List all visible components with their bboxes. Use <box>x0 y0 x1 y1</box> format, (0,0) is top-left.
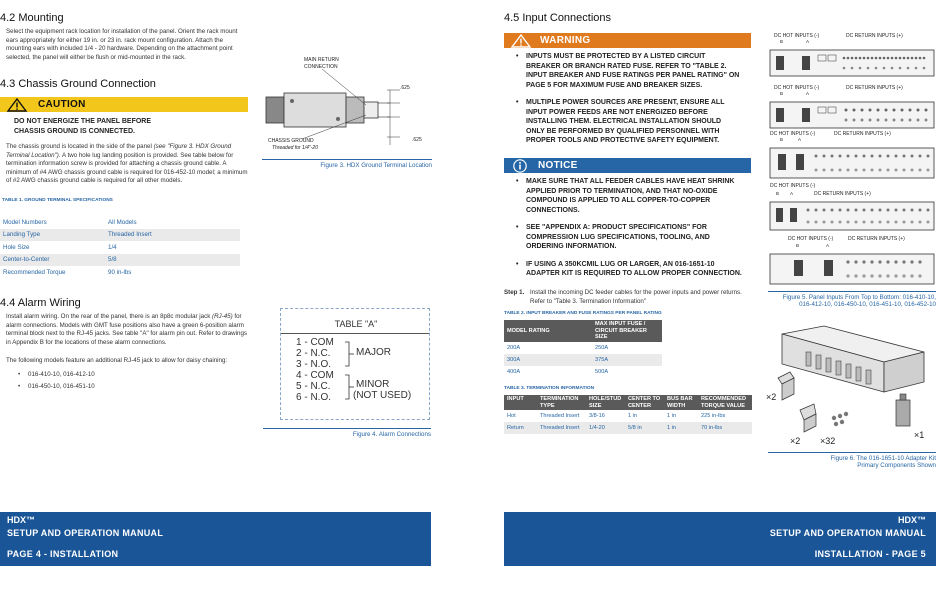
table-cell: 225 in-lbs <box>701 413 726 419</box>
return-inputs-label: DC RETURN INPUTS (+) <box>848 236 905 242</box>
caution-banner <box>0 97 248 112</box>
table-row <box>504 422 752 434</box>
table-cell: 300A <box>504 354 592 366</box>
rack-panel <box>768 182 936 232</box>
table-cell: Threaded Insert <box>537 422 586 434</box>
table-header: BUS BAR WIDTH <box>664 395 698 410</box>
figure-6-caption <box>760 455 936 469</box>
input-b-label: B <box>796 243 800 248</box>
rack-panel-drawing <box>768 146 936 180</box>
table-row <box>0 229 240 242</box>
table-row <box>0 216 240 229</box>
warning-label: WARNING <box>540 35 591 46</box>
caution-line-1: DO NOT ENERGIZE THE PANEL BEFORE <box>14 118 152 125</box>
major-label: MAJOR <box>356 347 391 358</box>
left-footer <box>0 512 431 566</box>
pin-label: 3 - N.O. <box>296 359 332 370</box>
table-cell: 1 in <box>664 422 698 434</box>
input-a-label: A <box>790 191 794 196</box>
table-header: HOLE/STUD SIZE <box>586 395 625 410</box>
notice-label: NOTICE <box>538 160 578 171</box>
section-4-2-body: Select the equipment rack location for installation of the panel. Orient the rack mount ears appropriately for either 19 in. or 23 in. rack mount configuration. Attach the mounting ears with included 1/4 - 20 hardware. Depending on the attachment point selected, the panel will either be flush or mid-mounted in the rack. <box>6 28 238 61</box>
table-header: INPUT <box>504 395 537 410</box>
table-row <box>504 366 662 378</box>
quantity-label: ×2 <box>790 436 801 446</box>
quantity-label: ×2 <box>766 392 777 402</box>
table-row <box>504 342 662 354</box>
figure-ref: (see "Figure 3. HDX Ground Terminal Location") <box>6 143 232 159</box>
table-2-title: TABLE 2. INPUT BREAKER AND FUSE RATINGS PER PANEL RATING <box>504 311 662 316</box>
table-row <box>504 410 752 422</box>
minor-label: MINOR <box>356 379 390 390</box>
input-a-label: A <box>826 243 830 248</box>
table-cell: Center-to-Center <box>3 256 50 264</box>
table-cell: 1/4 <box>108 243 117 251</box>
footer-manual: SETUP AND OPERATION MANUAL <box>7 528 164 538</box>
quantity-label: ×1 <box>914 430 925 440</box>
table-a-rule <box>281 333 429 334</box>
list-item: • IF USING A 350KCMIL LUG OR LARGER, AN 016-1651-10 ADAPTER KIT IS REQUIRED TO ALLOW PROPER CONNECTION. <box>516 260 746 279</box>
input-b-label: B <box>776 191 780 196</box>
table-header-row <box>504 320 662 342</box>
connection-label: CONNECTION <box>304 64 338 70</box>
step-label: Step 1. <box>504 289 525 296</box>
section-4-3-title: 4.3 Chassis Ground Connection <box>0 78 156 90</box>
not-used-label: (NOT USED) <box>353 390 412 401</box>
pin-label: 6 - N.O. <box>296 392 332 403</box>
rack-panel-drawing <box>768 48 936 78</box>
return-inputs-label: DC RETURN INPUTS (+) <box>814 191 871 197</box>
table-cell: 5/8 <box>108 256 117 264</box>
input-b-label: B <box>780 91 784 96</box>
notice-list <box>516 177 746 283</box>
table-3-title: TABLE 3. TERMINATION INFORMATION <box>504 386 595 391</box>
hot-inputs-label: DC HOT INPUTS (-) <box>788 236 834 242</box>
pin-label: 4 - COM <box>296 370 334 381</box>
caution-text <box>14 117 151 136</box>
step-text: Install the incoming DC feeder cables for the power inputs and power returns. Refer to "Table 3. Termination Information" <box>530 289 742 305</box>
table-cell: 3/8-16 <box>589 413 605 419</box>
table-cell: 5/8 in <box>625 422 664 434</box>
adapter-kit-drawing <box>764 322 936 450</box>
pin-label: 2 - N.C. <box>296 348 331 359</box>
table-cell: Model Numbers <box>3 218 47 226</box>
chassis-ground-label: CHASSIS GROUND <box>268 138 314 144</box>
list-item: • MAKE SURE THAT ALL FEEDER CABLES HAVE HEAT SHRINK APPLIED PRIOR TO TERMINATION, AND THAT NO-OXIDE COMPOUND IS APPLIED TO ALL COPPER-TO-COPPER CONNECTIONS. <box>516 177 746 215</box>
table-row <box>0 254 240 267</box>
table-cell: All Models <box>108 218 137 226</box>
table-cell: Recommended Torque <box>3 268 66 276</box>
right-footer <box>504 512 936 566</box>
warning-list <box>516 52 740 150</box>
table-1 <box>0 216 240 279</box>
rack-panel <box>768 82 936 130</box>
table-cell: Hot <box>507 413 516 419</box>
caption-line: Primary Components Shown <box>857 462 936 469</box>
caption-line: 016-412-10, 016-450-10, 016-451-10, 016-452-10 <box>799 301 936 308</box>
table-cell: 375A <box>592 354 662 366</box>
warning-banner <box>504 33 751 48</box>
body-part: . A two hole lug landing position is provided. See table below for termination information screw is provided for attaching a chassis ground cable. A minimum of #4 AWG chassis ground cable is required for 016-452-10 model; a minimum of #2 AWG chassis ground cable is required for all other models. <box>6 151 248 185</box>
section-4-5-title: 4.5 Input Connections <box>504 12 612 24</box>
input-b-label: B <box>780 137 784 142</box>
figure-4-box <box>280 308 430 420</box>
step-1 <box>504 289 754 306</box>
table-cell: Landing Type <box>3 231 41 239</box>
section-4-4-title: 4.4 Alarm Wiring <box>0 297 81 309</box>
footer-page: INSTALLATION - PAGE 5 <box>814 549 926 559</box>
return-inputs-label: DC RETURN INPUTS (+) <box>846 33 903 39</box>
return-inputs-label: DC RETURN INPUTS (+) <box>834 131 891 137</box>
table-cell: 1/4-20 <box>586 422 625 434</box>
table-header: TERMINATION TYPE <box>537 395 586 410</box>
table-cell: 1 in <box>667 413 677 419</box>
pin-label: 5 - N.C. <box>296 381 331 392</box>
list-item: • INPUTS MUST BE PROTECTED BY A LISTED CIRCUIT BREAKER OR BRANCH RATED FUSE. REFER TO "TABLE 2. INPUT BREAKER AND FUSE RATINGS PER PANEL RATING" ON PAGE 5 FOR MAXIMUM FUSE AND BREAKER SIZES. <box>516 52 740 90</box>
table-cell: 400A <box>507 368 521 375</box>
body-part: for alarm connections. Models with GMT fuse positions also have a green 6-position alarm terminal block next to the RJ-45 jacks. See table "A" for alarm pin out. Refer to drawings in Appendix B for the locations of these alarm connections. <box>6 313 248 346</box>
input-b-label: B <box>780 39 784 44</box>
body-part: The chassis ground is located in the side of the panel <box>6 143 154 150</box>
warning-triangle-icon <box>510 34 532 48</box>
section-4-4-body <box>6 313 252 347</box>
input-a-label: A <box>806 91 810 96</box>
figure-4-caption: Figure 4. Alarm Connections <box>352 431 431 438</box>
input-a-label: A <box>806 39 810 44</box>
table-cell: 70 in-lbs <box>698 422 752 434</box>
caption-line: Figure 6. The 016-1651-10 Adapter Kit <box>830 455 936 462</box>
list-item: • 016-410-10, 016-412-10 <box>18 371 238 380</box>
figure-6-rule <box>768 452 936 453</box>
footer-brand: HDX™ <box>897 515 926 525</box>
return-inputs-label: DC RETURN INPUTS (+) <box>846 85 903 91</box>
table-header: MODEL RATING <box>504 320 592 342</box>
figure-5-panels <box>768 30 936 288</box>
caution-label: CAUTION <box>38 99 86 110</box>
table-row <box>504 354 662 366</box>
list-item: • SEE "APPENDIX A: PRODUCT SPECIFICATIONS" FOR COMPRESSION LUG SPECIFICATIONS, TOOLING, AND ORDERING INFORMATION. <box>516 223 746 252</box>
quantity-label: ×32 <box>820 436 836 446</box>
table-cell: 1 in <box>628 413 638 419</box>
input-a-label: A <box>798 137 802 142</box>
caution-line-2: CHASSIS GROUND IS CONNECTED. <box>14 127 135 135</box>
table-3 <box>504 395 752 434</box>
figure-3-caption: Figure 3. HDX Ground Terminal Location <box>320 162 432 169</box>
table-header: RECOMMENDED TORQUE VALUE <box>698 395 752 410</box>
table-cell: Return <box>504 422 537 434</box>
info-icon <box>512 159 528 173</box>
rack-panel <box>768 128 936 180</box>
figure-4-rule <box>263 428 431 429</box>
table-cell: 250A <box>595 344 609 351</box>
pin-label: 1 - COM <box>296 337 334 348</box>
pin-list <box>296 337 334 403</box>
table-cell: Threaded Insert <box>108 231 152 239</box>
section-4-2-title: 4.2 Mounting <box>0 12 64 24</box>
table-1-title: TABLE 1. GROUND TERMINAL SPECIFICATIONS <box>2 198 113 203</box>
body-part: Install alarm wiring. On the rear of the panel, there is an 8p8c modular jack <box>6 313 213 320</box>
dimension-label: .625 <box>412 137 422 143</box>
figure-5-caption <box>740 294 936 308</box>
figure-5-rule <box>768 291 936 292</box>
daisy-chain-text: The following models feature an additional RJ-45 jack to allow for daisy chaining: <box>6 357 228 364</box>
dimension-label: .625 <box>400 85 410 91</box>
main-return-label: MAIN RETURN <box>304 57 339 63</box>
hot-inputs-label: DC HOT INPUTS (-) <box>774 33 820 39</box>
rack-panel <box>768 234 936 288</box>
table-header-row <box>504 395 752 410</box>
footer-page: PAGE 4 - INSTALLATION <box>7 549 119 559</box>
hot-inputs-label: DC HOT INPUTS (-) <box>770 131 816 137</box>
threaded-label: Threaded for 1/4"-20 <box>272 145 318 151</box>
footer-brand: HDX™ <box>7 515 36 525</box>
rack-panel-drawing <box>768 100 936 130</box>
table-row <box>0 241 240 254</box>
table-cell: 90 in-lbs <box>108 268 132 276</box>
rack-panel <box>768 30 936 78</box>
table-2 <box>504 320 662 378</box>
rack-panel-drawing <box>768 252 936 286</box>
table-row <box>0 266 240 279</box>
table-cell: 500A <box>595 368 609 375</box>
table-cell: 200A <box>507 344 521 351</box>
rack-panel-drawing <box>768 200 936 232</box>
table-cell: Threaded Insert <box>540 413 580 419</box>
daisy-chain-models <box>18 371 238 395</box>
jack-ref: (RJ-45) <box>212 313 233 320</box>
warning-triangle-icon <box>6 98 28 112</box>
section-4-3-body <box>6 143 250 186</box>
list-item: • 016-450-10, 016-451-10 <box>18 383 238 392</box>
hot-inputs-label: DC HOT INPUTS (-) <box>770 183 816 189</box>
notice-banner <box>504 158 751 173</box>
table-header: CENTER TO CENTER <box>625 395 664 410</box>
table-cell: Hole Size <box>3 243 30 251</box>
hot-inputs-label: DC HOT INPUTS (-) <box>774 85 820 91</box>
table-header: MAX INPUT FUSE / CIRCUIT BREAKER SIZE <box>592 320 662 342</box>
footer-manual: SETUP AND OPERATION MANUAL <box>769 528 926 538</box>
list-item: • MULTIPLE POWER SOURCES ARE PRESENT, ENSURE ALL INPUT POWER FEEDS ARE NOT ENERGIZED BEFORE INSTALLING THEM. ELECTRICAL INSTALLATION SHOULD ONLY BE PERFORMED BY QUALIFIED PERSONNEL WITH PROPER TOOLS AND PROTECTIVE SAFETY EQUIPMENT. <box>516 98 740 146</box>
figure-3-rule <box>262 159 432 160</box>
figure-6-drawing <box>764 322 936 450</box>
table-a-title: TABLE "A" <box>334 319 378 329</box>
caption-line: Figure 5. Panel Inputs From Top to Bottom: 016-410-10, <box>782 294 936 301</box>
figure-3-drawing <box>262 55 434 155</box>
